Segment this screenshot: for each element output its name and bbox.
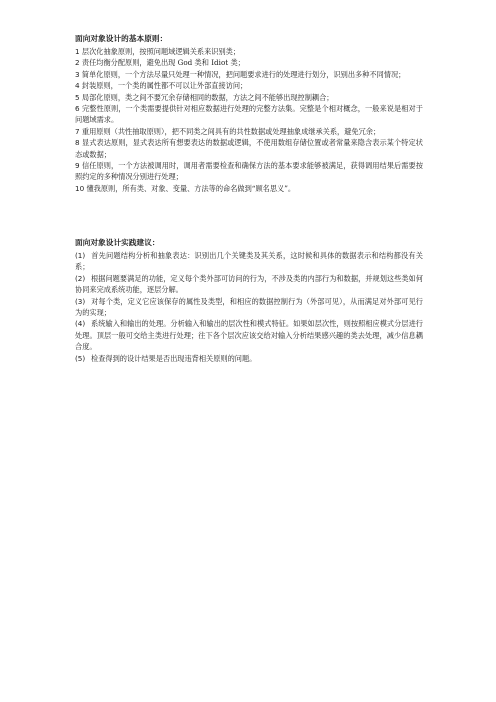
practice-suggestions-section (75, 237, 423, 364)
list-item: (3) 对每个类，定义它应该保存的属性及类型，和相应的数据控制行为（外部可见），从而满足对外部可见行为的实现； (75, 296, 423, 318)
suggestions-list (75, 250, 423, 364)
section-heading: 面向对象设计的基本原则： (75, 34, 168, 43)
list-item: 2 责任均衡分配原则，避免出现 God 类和 Idiot 类； (75, 58, 245, 68)
list-item: 1 层次化抽象原则，按照问题域逻辑关系来识别类； (75, 47, 241, 56)
list-item: 4 封装原则，一个类的属性都不可以让外部直接访问； (75, 81, 248, 91)
list-item: (4) 系统输入和输出的处理。分析输入和输出的层次性和模式特征。如果如层次性，则按照相应模式分层进行处理。顶层一般可交给主类进行处理；往下各个层次应该交给对输入分析结果感兴趣的类去处理，减少信息耦合度。 (75, 319, 423, 352)
list-item: 9 信任原则，一个方法被调用时，调用者需要检查和确保方法的基本要求能够被满足，获得调用结果后需要按照约定的多种情况分别进行处理； (75, 161, 423, 182)
list-item: 6 完整性原则，一个类需要提供针对相应数据进行处理的完整方法集。完整是个相对概念，一般来说是相对于问题域需求。 (75, 104, 423, 125)
section-heading: 面向对象设计实践建议： (75, 238, 160, 247)
list-item: 10 懂我原则，所有类、对象、变量、方法等的命名做到“顾名思义”。 (75, 183, 296, 193)
list-item: 7 重用原则（共性抽取原则），把不同类之间具有的共性数据或处理抽象成继承关系，避免冗余； (75, 126, 381, 136)
list-item: (2) 根据问题要满足的功能，定义每个类外部可访问的行为，不涉及类的内部行为和数据，并规划这些类如何协同来完成系统功能，逐层分解。 (75, 273, 423, 295)
list-item: (5) 检查得到的设计结果是否出现违背相关原则的问题。 (75, 353, 257, 363)
list-item: 5 局部化原则，类之间不要冗余存储相同的数据，方法之间不能够出现控制耦合； (75, 92, 334, 102)
list-item: 8 显式表达原则，显式表达所有想要表达的数据或逻辑，不使用数组存储位置或者常量来隐含表示某个特定状态或数据； (75, 138, 423, 159)
list-item: 3 简单化原则，一个方法尽量只处理一种情况，把问题要求进行的处理进行划分，识别出多种不同情况； (75, 69, 406, 79)
list-item: (1) 首先问题结构分析和抽象表达：识别出几个关键类及其关系，这时候和具体的数据表示和结构都没有关系； (75, 251, 423, 272)
basic-principles-section (75, 33, 423, 194)
principles-list (75, 46, 423, 194)
